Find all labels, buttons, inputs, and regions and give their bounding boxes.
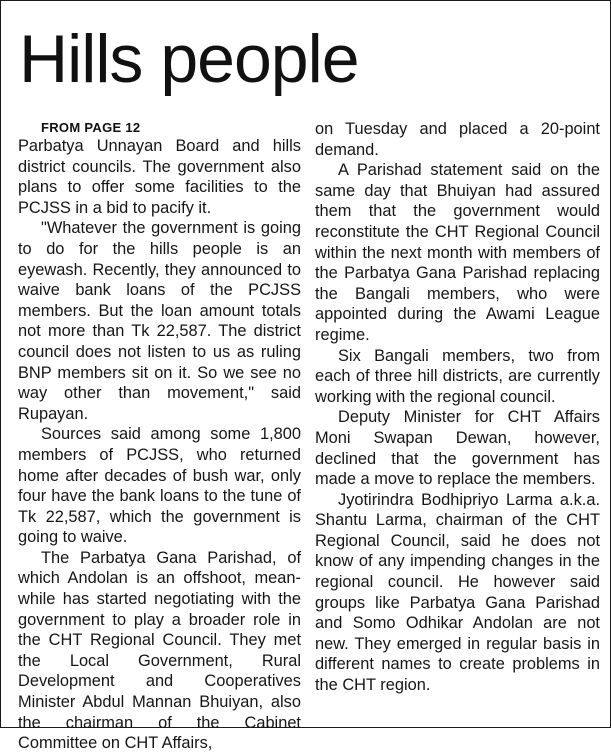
article-paragraph: Jyotirindra Bodhipriyo Larma a.k.a. Shantu Larma, chairman of the CHT Regional Council, said he does not know of any impending changes in the regional council. He however said groups like Parbatya Gana Parishad and Somo Odhikar Andolan are not new. They emerged in regular basis in different names to create problems in the CHT region. xyxy=(315,490,600,695)
article-paragraph: "Whatever the government is going to do for the hills people is an eyewash. Recently, they announced to waive bank loans of the PCJSS members. But the loan amount totals not more than Tk 22,587. The district council does not listen to us as ruling BNP members sit on it. So we see no way other than movement," said Rupayan. xyxy=(18,219,301,423)
article-column-right xyxy=(315,119,600,696)
article-paragraph: The Parbatya Gana Parishad, of which Andolan is an offshoot, meanwhile has started negotiating with the government to play a broader role in the CHT Regional Council. They met the Local Government, Rural Development and Cooperatives Minister Abdul Mannan Bhuiyan, also the chairman of the Cabinet Committee on CHT Affairs, xyxy=(18,548,301,753)
article-paragraph: A Parishad statement said on the same day that Bhuiyan had assured them that the government would reconstitute the CHT Regional Council within the next month with members of the Parbatya Gana Parishad replacing the Bangali members, who were appointed during the Awami League regime. xyxy=(315,161,600,344)
continuation-kicker: FROM PAGE 12 xyxy=(41,120,141,135)
article-paragraph: Deputy Minister for CHT Affairs Moni Swapan Dewan, however, declined that the government has made a move to replace the members. xyxy=(315,408,600,489)
headline: Hills people xyxy=(19,21,359,97)
article-paragraph: Sources said among some 1,800 members of PCJSS, who returned home after decades of bush war, only four have the bank loans to the tune of Tk 22,587, which the government is going to waive. xyxy=(18,425,301,547)
article-paragraph: Six Bangali members, two from each of three hill districts, are currently working with the regional council. xyxy=(315,346,600,406)
article-column-left xyxy=(18,119,301,754)
article-paragraph: Parbatya Unnayan Board and hills district councils. The government also plans to offer some facilities to the PCJSS in a bid to pacify it. xyxy=(18,137,301,217)
article-paragraph: on Tuesday and placed a 20-point demand. xyxy=(315,120,600,159)
